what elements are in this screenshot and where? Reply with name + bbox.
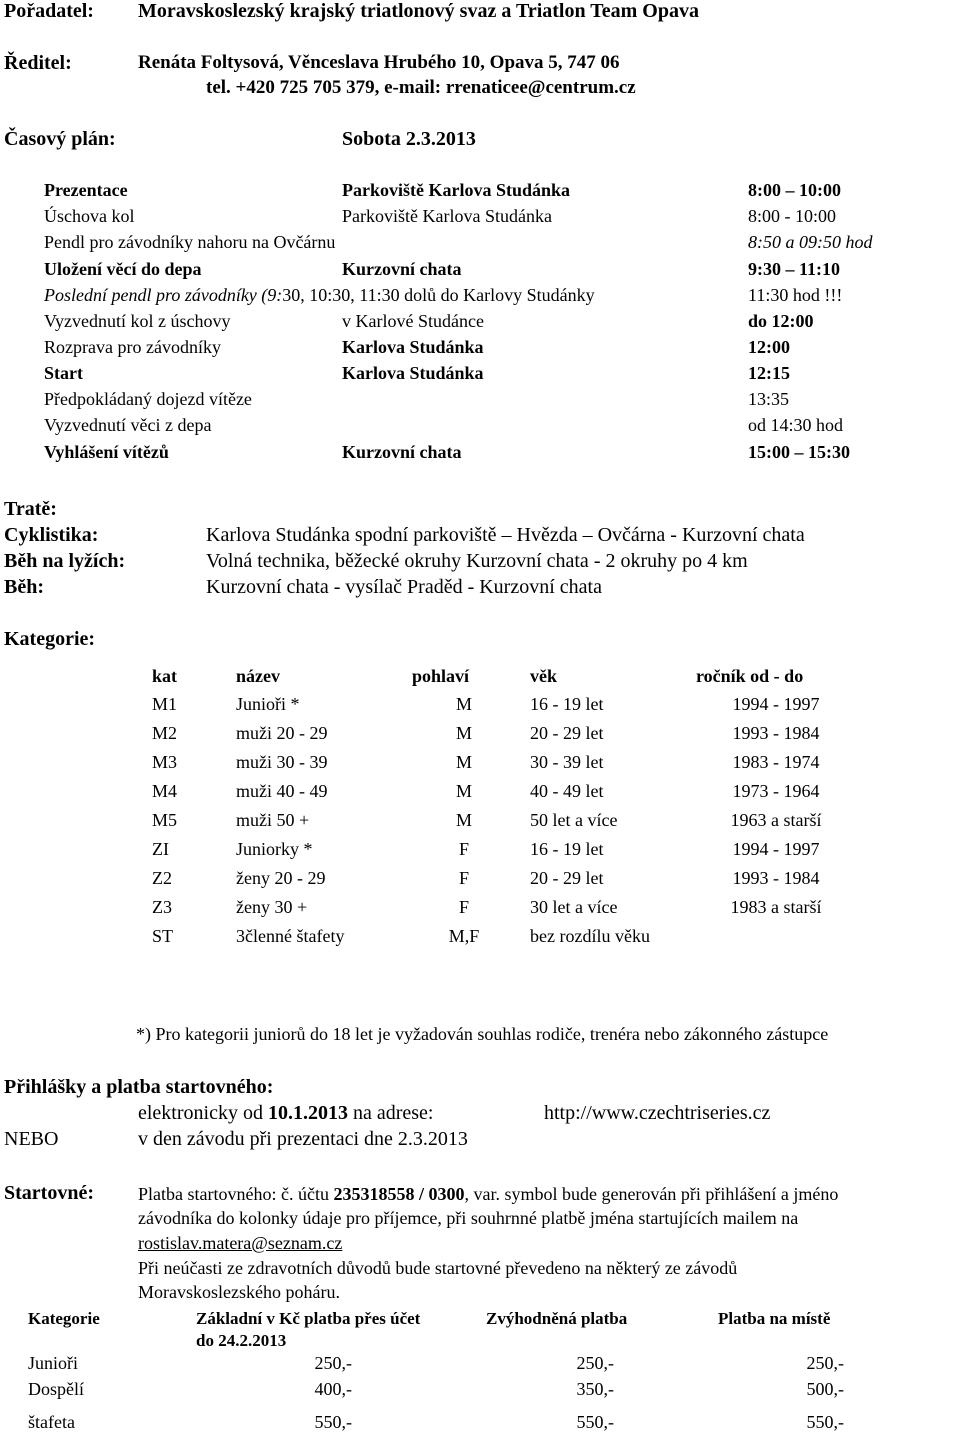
fee-category: Junioři — [28, 1353, 79, 1373]
schedule-event: Předpokládaný dojezd vítěze — [44, 389, 252, 409]
category-header-kat: kat — [152, 666, 178, 686]
run-label: Běh: — [4, 576, 44, 598]
schedule-event: Úschova kol — [44, 206, 135, 226]
category-code: M3 — [152, 752, 178, 772]
organizer-value: Moravskoslezský krajský triatlonový svaz a Triatlon Team Opava — [138, 0, 699, 22]
category-name: Juniorky * — [236, 839, 313, 859]
category-years: 1993 - 1984 — [732, 723, 820, 743]
fee-header-onsite: Platba na místě — [718, 1309, 831, 1328]
fee-onsite: 250,- — [806, 1353, 844, 1373]
category-name: muži 50 + — [236, 810, 310, 830]
schedule-time: 8:50 a 09:50 hod — [748, 232, 873, 252]
category-years: 1994 - 1997 — [732, 839, 820, 859]
fee-header-category: Kategorie — [28, 1309, 100, 1328]
category-age: 40 - 49 let — [530, 781, 604, 801]
schedule-time: 8:00 - 10:00 — [748, 206, 836, 226]
cycling-label: Cyklistika: — [4, 524, 99, 546]
schedule-time: 13:35 — [748, 389, 790, 409]
schedule-place: Karlova Studánka — [342, 337, 484, 357]
category-age: 30 - 39 let — [530, 752, 604, 772]
category-years: 1993 - 1984 — [732, 868, 820, 888]
fee-header-discount: Zvýhodněná platba — [486, 1309, 628, 1328]
fee-category: Dospělí — [28, 1379, 84, 1399]
registration-onsite: v den závodu při prezentaci dne 2.3.2013 — [138, 1128, 468, 1150]
category-years: 1973 - 1964 — [732, 781, 820, 801]
registration-url[interactable]: http://www.czechtriseries.cz — [544, 1102, 771, 1124]
category-gender: F — [458, 839, 469, 859]
category-code: M5 — [152, 810, 178, 830]
schedule-time: 15:00 – 15:30 — [748, 442, 850, 462]
category-gender: M,F — [448, 926, 480, 946]
schedule-event: Vyzvednutí věci z depa — [44, 415, 212, 435]
category-header-name: název — [236, 666, 280, 686]
schedule-place: Kurzovní chata — [342, 259, 462, 279]
schedule-last-shuttle: Poslední pendl pro závodníky (9:30, 10:30, 11:30 dolů do Karlovy Studánky — [44, 285, 595, 305]
fee-discount: 550,- — [576, 1412, 614, 1432]
director-address: Renáta Foltysová, Věnceslava Hrubého 10, Opava 5, 747 06 — [138, 52, 620, 73]
fee-category: štafeta — [28, 1412, 75, 1432]
category-years: 1994 - 1997 — [732, 694, 820, 714]
or-label: NEBO — [4, 1128, 59, 1150]
category-age: 50 let a více — [530, 810, 618, 830]
category-years: 1983 a starší — [730, 897, 822, 917]
fee-line2: závodníka do kolonky údaje pro příjemce, při souhrnné platbě jména startujících mailem na — [138, 1208, 799, 1228]
schedule-time: 9:30 – 11:10 — [748, 259, 840, 279]
fee-discount: 250,- — [576, 1353, 614, 1373]
fee-line4: Při neúčasti ze zdravotních důvodů bude startovné převedeno na některý ze závodů — [138, 1258, 738, 1278]
registration-label: Přihlášky a platba startovného: — [4, 1076, 274, 1098]
director-label: Ředitel: — [4, 52, 72, 74]
category-age: 16 - 19 let — [530, 839, 604, 859]
schedule-place: Parkoviště Karlova Studánka — [342, 206, 552, 226]
schedule-event: Pendl pro závodníky nahoru na Ovčárnu — [44, 232, 336, 252]
category-code: M4 — [152, 781, 178, 801]
category-gender: M — [455, 723, 472, 743]
fee-header-deadline: do 24.2.2013 — [196, 1331, 287, 1350]
category-gender: F — [458, 897, 469, 917]
tracks-label: Tratě: — [4, 498, 57, 520]
schedule-time: 8:00 – 10:00 — [748, 180, 841, 200]
schedule-time: od 14:30 hod — [748, 415, 844, 435]
schedule-event: Uložení věcí do depa — [44, 259, 202, 279]
category-name: Junioři * — [236, 694, 300, 714]
schedule-event: Vyzvednutí kol z úschovy — [44, 311, 231, 331]
schedule-place: Parkoviště Karlova Studánka — [342, 180, 571, 200]
category-age: 30 let a více — [530, 897, 618, 917]
categories-label: Kategorie: — [4, 628, 96, 650]
category-gender: F — [458, 868, 469, 888]
schedule-time: do 12:00 — [748, 311, 814, 331]
category-code: ZI — [152, 839, 169, 859]
category-name: muži 40 - 49 — [236, 781, 328, 801]
schedule-place: Karlova Studánka — [342, 363, 484, 383]
fee-label: Startovné: — [4, 1182, 94, 1204]
category-header-age: věk — [530, 666, 557, 686]
run-route: Kurzovní chata - vysílač Praděd - Kurzovní chata — [206, 576, 602, 598]
fee-onsite: 500,- — [806, 1379, 844, 1399]
fee-line1: Platba startovného: č. účtu 235318558 / 0300, var. symbol bude generován při přihlášení a jméno — [138, 1184, 839, 1204]
schedule-time: 11:30 hod !!! — [748, 285, 843, 305]
category-name: ženy 20 - 29 — [236, 868, 326, 888]
category-age: 20 - 29 let — [530, 723, 604, 743]
category-header-years: ročník od - do — [696, 666, 804, 686]
organizer-label: Pořadatel: — [4, 0, 94, 22]
fee-onsite: 550,- — [806, 1412, 844, 1432]
category-years: 1963 a starší — [730, 810, 822, 830]
schedule-label: Časový plán: — [4, 128, 116, 150]
schedule-place: v Karlové Studánce — [342, 311, 484, 331]
category-name: 3členné štafety — [236, 926, 345, 946]
fee-basic: 400,- — [314, 1379, 352, 1399]
category-code: Z3 — [152, 897, 172, 917]
registration-online: elektronicky od 10.1.2013 na adrese: — [138, 1102, 434, 1124]
schedule-place: Kurzovní chata — [342, 442, 462, 462]
schedule-event: Vyhlášení vítězů — [44, 442, 169, 462]
director-contact: tel. +420 725 705 379, e-mail: rrenaticee@centrum.cz — [206, 77, 636, 98]
category-years: 1983 - 1974 — [732, 752, 820, 772]
category-header-gender: pohlaví — [412, 666, 470, 686]
junior-note: *) Pro kategorii juniorů do 18 let je vyžadován souhlas rodiče, trenéra nebo zákonného zástupce — [136, 1024, 829, 1044]
contact-email-link[interactable]: rostislav.matera@seznam.cz — [138, 1233, 343, 1253]
category-name: muži 20 - 29 — [236, 723, 328, 743]
fee-basic: 250,- — [314, 1353, 352, 1373]
category-code: ST — [152, 926, 174, 946]
category-name: muži 30 - 39 — [236, 752, 328, 772]
fee-discount: 350,- — [576, 1379, 614, 1399]
schedule-event: Rozprava pro závodníky — [44, 337, 221, 357]
schedule-time: 12:15 — [748, 363, 790, 383]
fee-line5: Moravskoslezského poháru. — [138, 1282, 340, 1302]
category-age: 20 - 29 let — [530, 868, 604, 888]
schedule-event: Start — [44, 363, 83, 383]
ski-route: Volná technika, běžecké okruhy Kurzovní chata - 2 okruhy po 4 km — [206, 550, 748, 572]
category-gender: M — [455, 752, 472, 772]
fee-basic: 550,- — [314, 1412, 352, 1432]
cycling-route: Karlova Studánka spodní parkoviště – Hvězda – Ovčárna - Kurzovní chata — [206, 524, 805, 546]
schedule-time: 12:00 — [748, 337, 790, 357]
category-gender: M — [455, 781, 472, 801]
ski-label: Běh na lyžích: — [4, 550, 126, 572]
category-gender: M — [455, 810, 472, 830]
fee-header-basic: Základní v Kč platba přes účet — [196, 1309, 421, 1328]
category-name: ženy 30 + — [236, 897, 308, 917]
category-age: bez rozdílu věku — [530, 926, 650, 946]
category-code: M2 — [152, 723, 178, 743]
category-code: Z2 — [152, 868, 172, 888]
schedule-event: Prezentace — [44, 180, 128, 200]
schedule-date: Sobota 2.3.2013 — [342, 128, 476, 150]
category-age: 16 - 19 let — [530, 694, 604, 714]
category-code: M1 — [152, 694, 178, 714]
category-gender: M — [455, 694, 472, 714]
